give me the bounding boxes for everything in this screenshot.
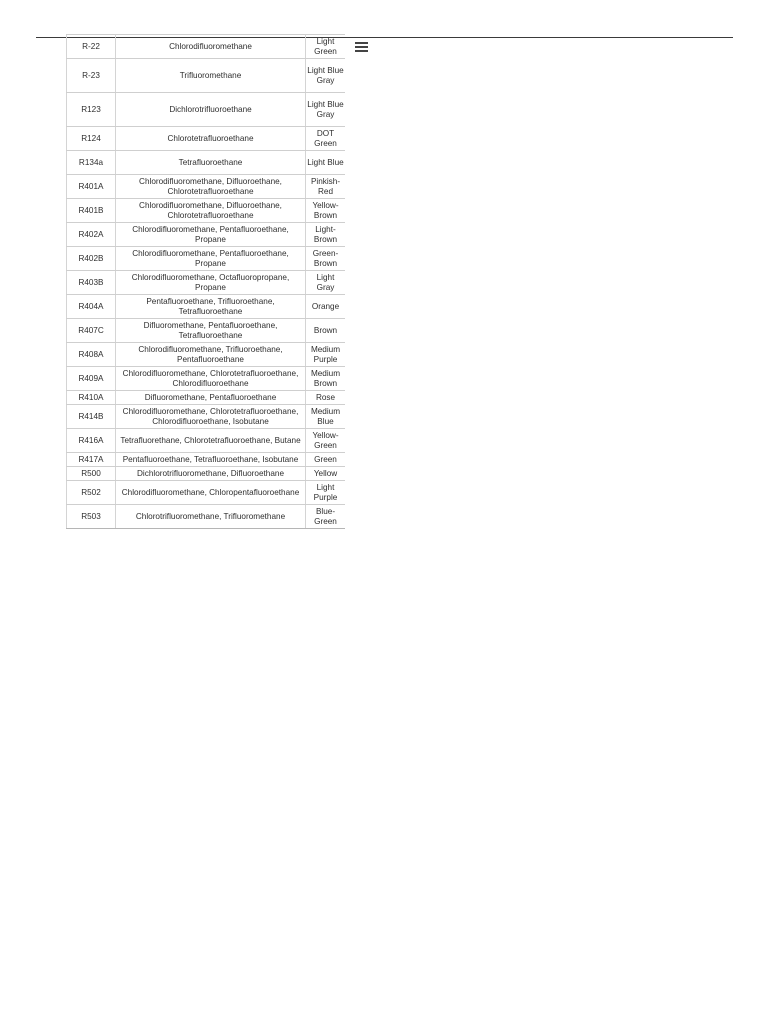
cylinder-color: Medium Purple bbox=[306, 343, 346, 367]
table-row bbox=[67, 271, 346, 295]
refrigerant-code: R408A bbox=[67, 343, 116, 367]
table-row bbox=[67, 367, 346, 391]
table-row bbox=[67, 35, 346, 59]
cylinder-color: Light Blue bbox=[306, 151, 346, 175]
refrigerant-code: R409A bbox=[67, 367, 116, 391]
table-row bbox=[67, 481, 346, 505]
refrigerant-code: R407C bbox=[67, 319, 116, 343]
cylinder-color: Yellow-Brown bbox=[306, 199, 346, 223]
refrigerant-composition: Chlorodifluoromethane, Chloropentafluoroethane bbox=[116, 481, 306, 505]
cylinder-color: Light Purple bbox=[306, 481, 346, 505]
table-row bbox=[67, 467, 346, 481]
menu-bar-middle bbox=[355, 46, 368, 48]
cylinder-color: Yellow bbox=[306, 467, 346, 481]
table-row bbox=[67, 93, 346, 127]
refrigerant-composition: Chlorodifluoromethane, Octafluoropropane, Propane bbox=[116, 271, 306, 295]
refrigerant-code: R503 bbox=[67, 505, 116, 529]
table-row bbox=[67, 223, 346, 247]
table-row bbox=[67, 295, 346, 319]
refrigerant-code: R404A bbox=[67, 295, 116, 319]
refrigerant-composition: Dichlorotrifluoromethane, Difluoroethane bbox=[116, 467, 306, 481]
refrigerant-composition: Chlorodifluoromethane, Difluoroethane, Chlorotetrafluoroethane bbox=[116, 199, 306, 223]
table-row bbox=[67, 127, 346, 151]
refrigerant-code: R401A bbox=[67, 175, 116, 199]
table-row bbox=[67, 151, 346, 175]
refrigerant-composition: Chlorotetrafluoroethane bbox=[116, 127, 306, 151]
cylinder-color: Green bbox=[306, 453, 346, 467]
refrigerant-code: R401B bbox=[67, 199, 116, 223]
table-row bbox=[67, 505, 346, 529]
cylinder-color: Light-Brown bbox=[306, 223, 346, 247]
cylinder-color: Medium Blue bbox=[306, 405, 346, 429]
cylinder-color: Light Blue Gray bbox=[306, 93, 346, 127]
cylinder-color: DOT Green bbox=[306, 127, 346, 151]
refrigerant-composition: Difluoromethane, Pentafluoroethane bbox=[116, 391, 306, 405]
refrigerant-composition: Chlorodifluoromethane, Pentafluoroethane, Propane bbox=[116, 247, 306, 271]
refrigerant-composition: Chlorodifluoromethane, Trifluoroethane, Pentafluoroethane bbox=[116, 343, 306, 367]
refrigerant-color-table bbox=[66, 34, 345, 529]
menu-bar-bottom bbox=[355, 50, 368, 52]
refrigerant-composition: Pentafluoroethane, Trifluoroethane, Tetrafluoroethane bbox=[116, 295, 306, 319]
table-row bbox=[67, 199, 346, 223]
table-row bbox=[67, 343, 346, 367]
refrigerant-code: R502 bbox=[67, 481, 116, 505]
refrigerant-composition: Dichlorotrifluoroethane bbox=[116, 93, 306, 127]
cylinder-color: Medium Brown bbox=[306, 367, 346, 391]
refrigerant-composition: Chlorodifluoromethane, Pentafluoroethane, Propane bbox=[116, 223, 306, 247]
refrigerant-code: R124 bbox=[67, 127, 116, 151]
refrigerant-composition: Difluoromethane, Pentafluoroethane, Tetrafluoroethane bbox=[116, 319, 306, 343]
refrigerant-composition: Chlorotrifluoromethane, Trifluoromethane bbox=[116, 505, 306, 529]
table-row bbox=[67, 405, 346, 429]
cylinder-color: Light Blue Gray bbox=[306, 59, 346, 93]
cylinder-color: Pinkish-Red bbox=[306, 175, 346, 199]
cylinder-color: Light Green bbox=[306, 35, 346, 59]
refrigerant-composition: Chlorodifluoromethane bbox=[116, 35, 306, 59]
refrigerant-code: R123 bbox=[67, 93, 116, 127]
refrigerant-code: R134a bbox=[67, 151, 116, 175]
refrigerant-composition: Tetrafluoroethane bbox=[116, 151, 306, 175]
refrigerant-code: R-22 bbox=[67, 35, 116, 59]
refrigerant-composition: Chlorodifluoromethane, Chlorotetrafluoroethane, Chlorodifluoroethane bbox=[116, 367, 306, 391]
menu-bar-top bbox=[355, 42, 368, 44]
cylinder-color: Rose bbox=[306, 391, 346, 405]
cylinder-color: Yellow-Green bbox=[306, 429, 346, 453]
refrigerant-composition: Chlorodifluoromethane, Difluoroethane, Chlorotetrafluoroethane bbox=[116, 175, 306, 199]
refrigerant-code: R414B bbox=[67, 405, 116, 429]
hamburger-menu-icon[interactable] bbox=[355, 42, 368, 52]
cylinder-color: Blue-Green bbox=[306, 505, 346, 529]
table-row bbox=[67, 453, 346, 467]
refrigerant-composition: Chlorodifluoromethane, Chlorotetrafluoroethane, Chlorodifluoroethane, Isobutane bbox=[116, 405, 306, 429]
refrigerant-composition: Trifluoromethane bbox=[116, 59, 306, 93]
table-row bbox=[67, 391, 346, 405]
cylinder-color: Orange bbox=[306, 295, 346, 319]
refrigerant-code: R410A bbox=[67, 391, 116, 405]
table-row bbox=[67, 319, 346, 343]
table-row bbox=[67, 429, 346, 453]
table-row bbox=[67, 247, 346, 271]
cylinder-color: Light Gray bbox=[306, 271, 346, 295]
refrigerant-code: R-23 bbox=[67, 59, 116, 93]
cylinder-color: Brown bbox=[306, 319, 346, 343]
refrigerant-code: R402B bbox=[67, 247, 116, 271]
refrigerant-table-container bbox=[66, 34, 345, 534]
refrigerant-code: R416A bbox=[67, 429, 116, 453]
refrigerant-composition: Pentafluoroethane, Tetrafluoroethane, Isobutane bbox=[116, 453, 306, 467]
refrigerant-composition: Tetrafluorethane, Chlorotetrafluoroethane, Butane bbox=[116, 429, 306, 453]
refrigerant-code: R500 bbox=[67, 467, 116, 481]
refrigerant-code: R402A bbox=[67, 223, 116, 247]
cylinder-color: Green-Brown bbox=[306, 247, 346, 271]
refrigerant-code: R403B bbox=[67, 271, 116, 295]
table-row bbox=[67, 175, 346, 199]
table-row bbox=[67, 59, 346, 93]
refrigerant-code: R417A bbox=[67, 453, 116, 467]
